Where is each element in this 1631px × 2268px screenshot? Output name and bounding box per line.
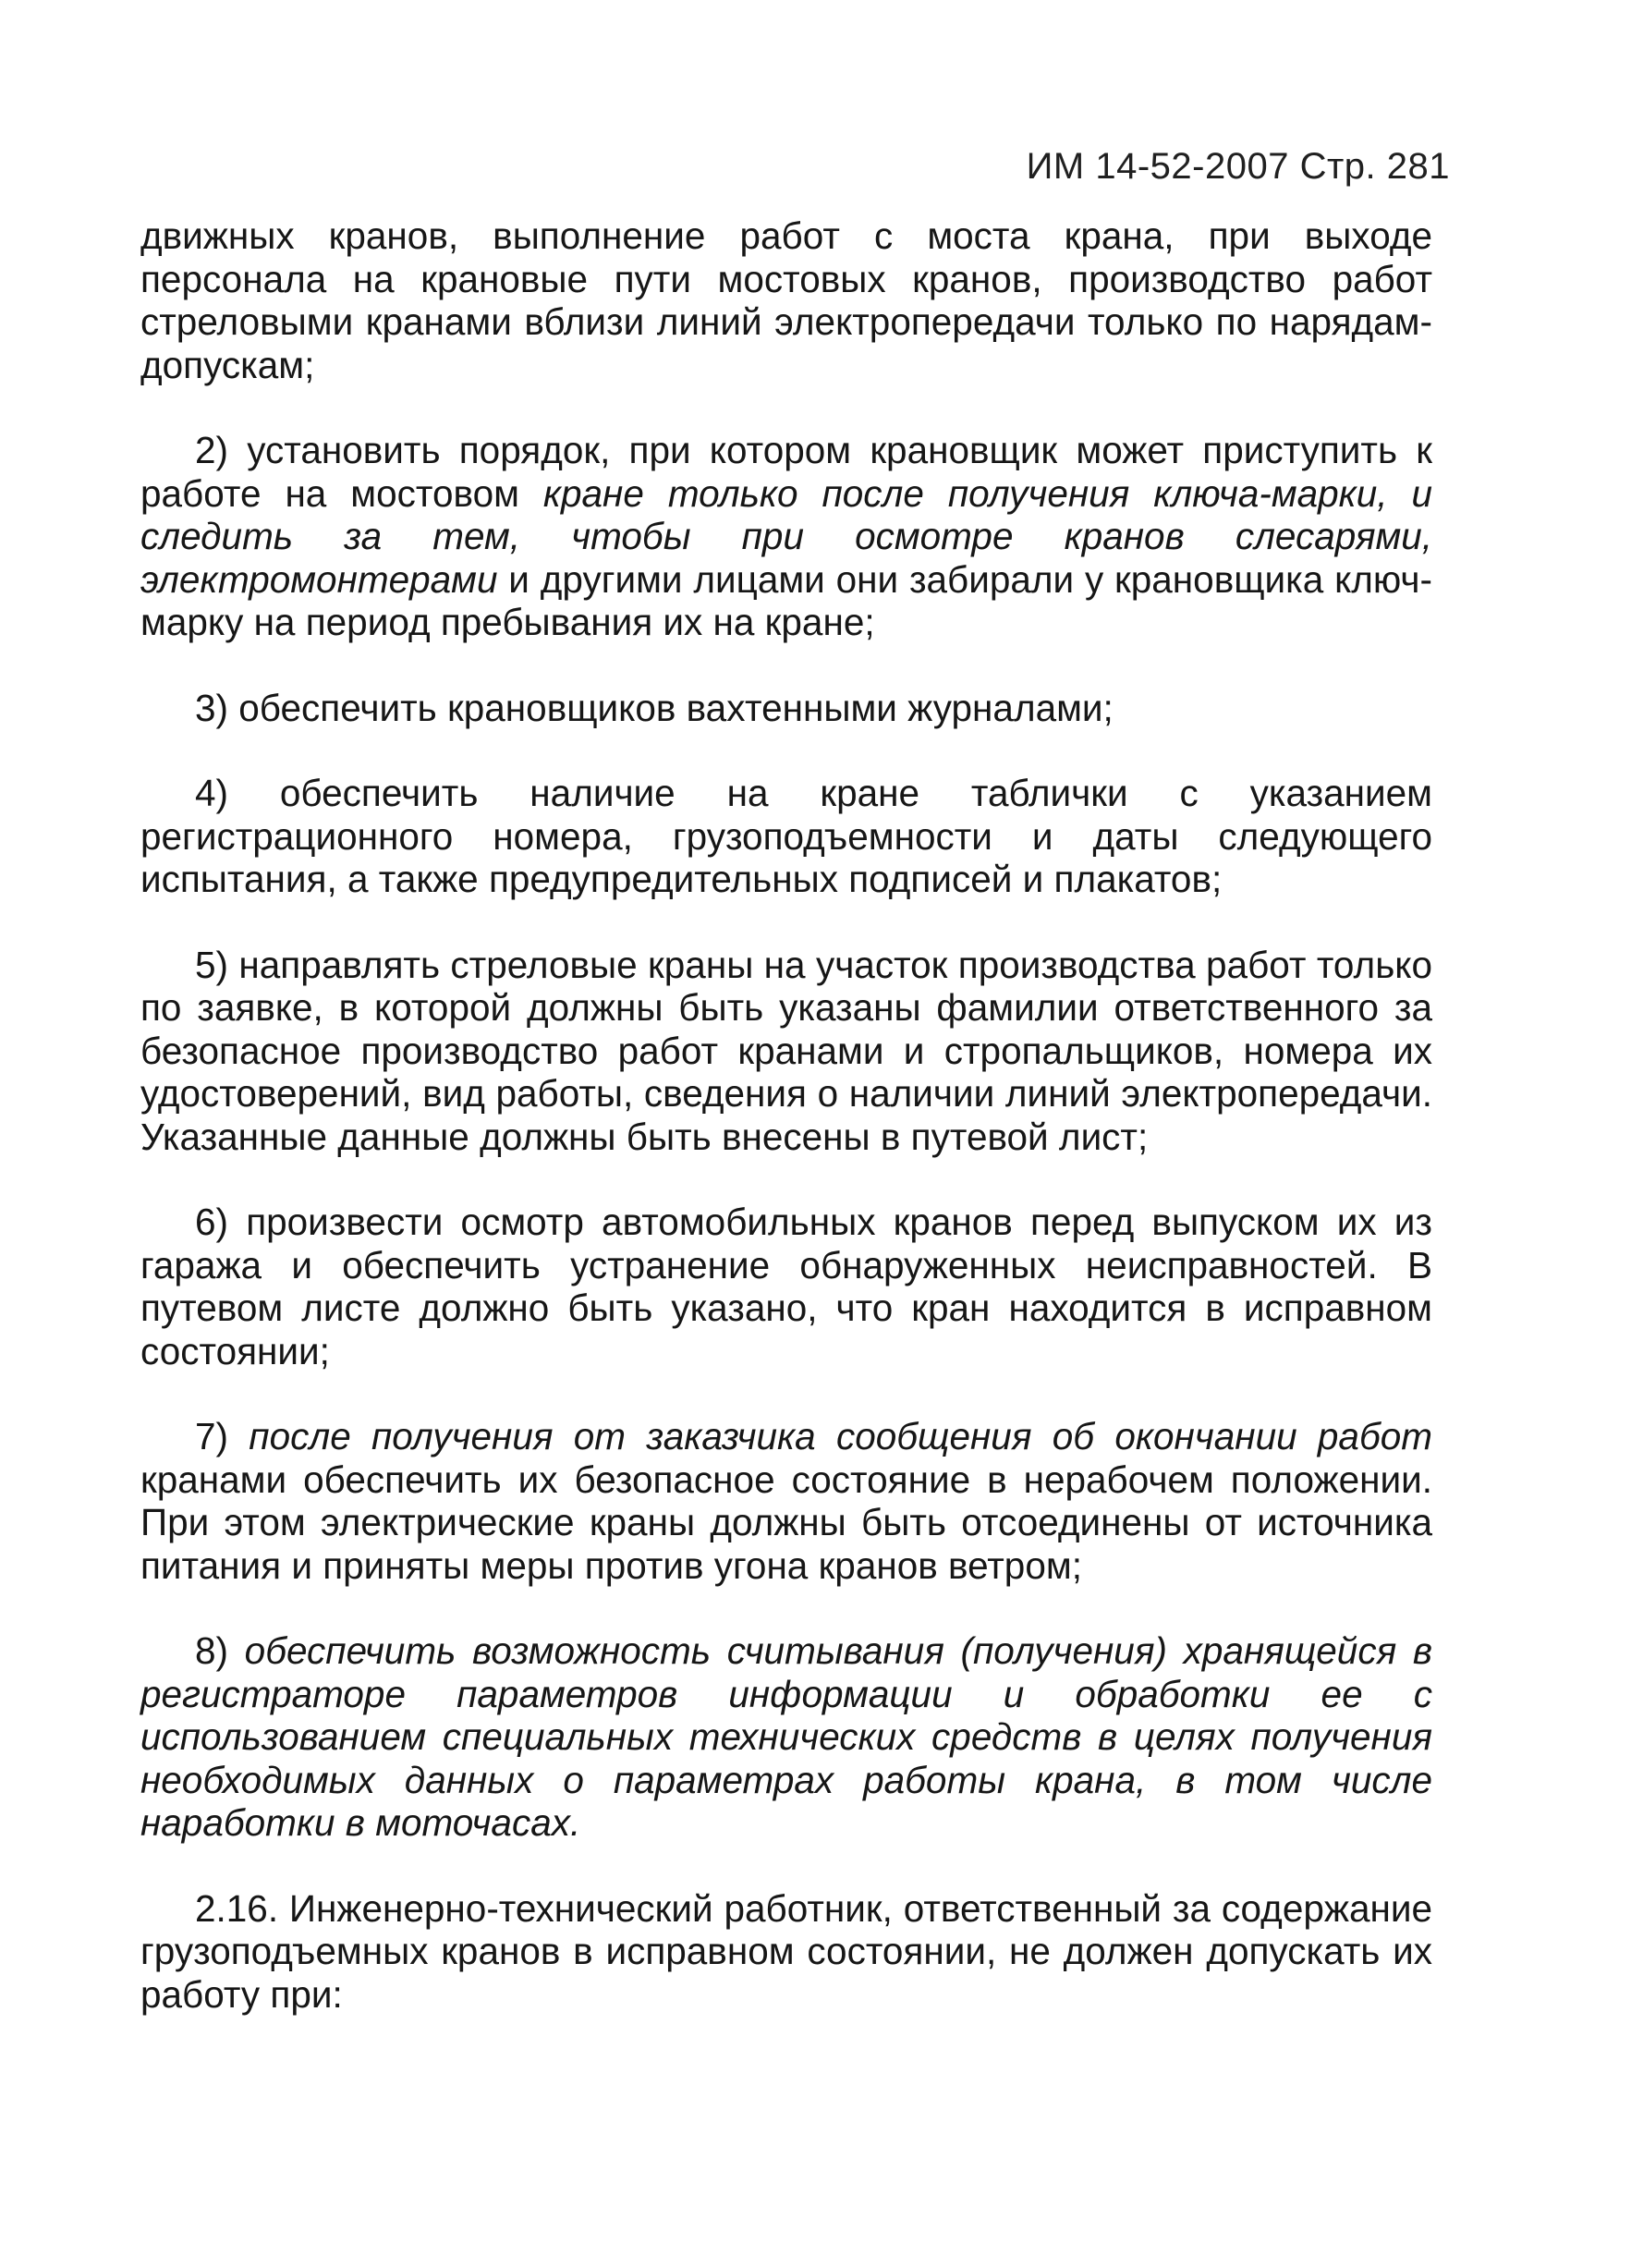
paragraph-4: 4) обеспечить наличие на кране таблички с указанием регистрационного номера, грузоподъемности и даты следующего испытания, а также предупредительных подписей и плакатов; — [140, 772, 1432, 900]
paragraph-8-start: 8) — [195, 1629, 245, 1672]
paragraph-2-italic: кране только после получения ключа-марки, и следить за тем, чтобы при осмотре кранов слесарями, электромонтерами — [140, 471, 1433, 601]
paragraph-1: движных кранов, выполнение работ с моста крана, при выходе персонала на крановые пути мостовых кранов, производство работ стреловыми кранами вблизи линий электропередачи только по нарядам-допускам; — [140, 214, 1432, 386]
paragraph-7-end: кранами обеспечить их безопасное состояние в нерабочем положении. При этом электрические краны должны быть отсоединены от источника питания и приняты меры против угона кранов ветром; — [140, 1457, 1432, 1587]
page-header: ИМ 14-52-2007 Стр. 281 — [1026, 146, 1450, 187]
paragraph-5: 5) направлять стреловые краны на участок производства работ только по заявке, в которой должны быть указаны фамилии ответственного за безопасное производство работ кранами и стропальщиков, номера их удостоверений, вид работы, сведения о наличии линий электропередачи. Указанные данные должны быть внесены в путевой лист; — [140, 943, 1432, 1158]
paragraph-6: 6) произвести осмотр автомобильных кранов перед выпуском их из гаража и обеспечить устранение обнаруженных неисправностей. В путевом листе должно быть указано, что кран находится в исправном состоянии; — [140, 1201, 1432, 1372]
paragraph-7-start: 7) — [195, 1415, 250, 1457]
document-body — [140, 214, 1432, 2016]
paragraph-2-start: 2) установить порядок, при котором крановщик может приступить к работе на мостовом — [140, 429, 1432, 515]
paragraph-7-italic: после получения от заказчика сообщения об окончании работ — [249, 1415, 1432, 1457]
paragraph-2 — [140, 429, 1432, 644]
paragraph-8-italic: обеспечить возможность считывания (получения) хранящейся в регистраторе параметров информации и обработки ее с использованием специальных технических средств в целях получения необходимых данных о параметрах работы крана, в том числе наработки в моточасах. — [140, 1629, 1433, 1844]
paragraph-8 — [140, 1629, 1432, 1845]
paragraph-9: 2.16. Инженерно-технический работник, ответственный за содержание грузоподъемных кранов в исправном состоянии, не должен допускать их работу при: — [140, 1886, 1432, 2016]
paragraph-7 — [140, 1415, 1432, 1587]
paragraph-2-end: и другими лицами они забирали у крановщика ключ-марку на период пребывания их на кране; — [140, 557, 1432, 643]
paragraph-3: 3) обеспечить крановщиков вахтенными журналами; — [195, 686, 1114, 729]
